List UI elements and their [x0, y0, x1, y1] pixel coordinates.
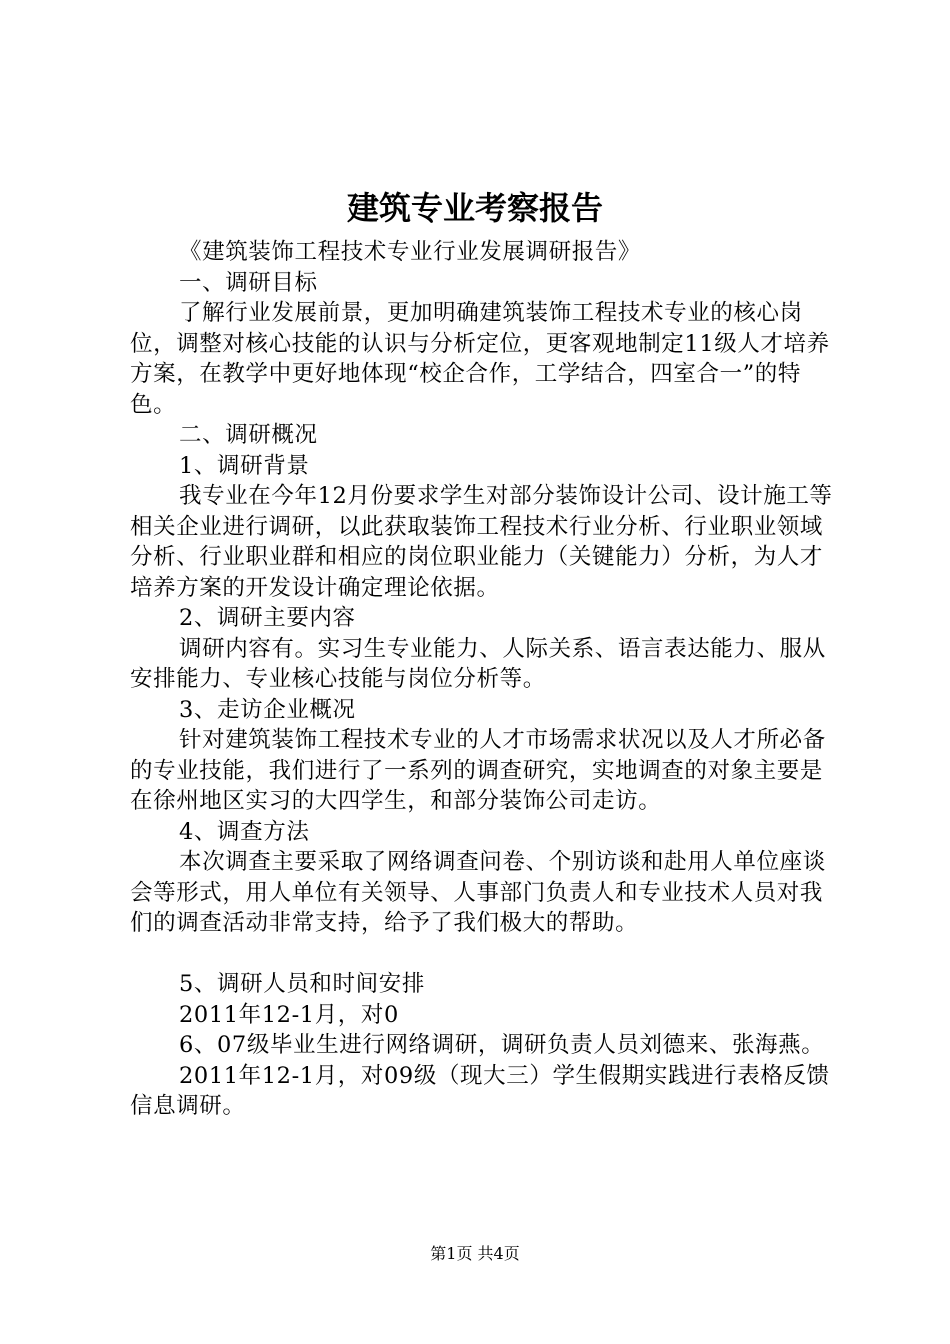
page-footer: 第1页 共4页 — [430, 1244, 520, 1263]
document-body — [130, 237, 845, 1122]
subheading-visits: 3、走访企业概况 — [179, 696, 356, 723]
paragraph-goal: 了解行业发展前景，更加明确建筑装饰工程技术专业的核心岗位，调整对核心技能的认识与分析定位，更客观地制定11级人才培养方案，在教学中更好地体现“校企合作，工学结合，四室合一”的特色。 — [130, 300, 830, 418]
paragraph-content: 调研内容有。实习生专业能力、人际关系、语言表达能力、服从安排能力、专业核心技能与岗位分析等。 — [130, 635, 826, 692]
section-heading-goal: 一、调研目标 — [179, 269, 318, 296]
paragraph-schedule-3: 2011年12-1月，对09级（现大三）学生假期实践进行表格反馈信息调研。 — [130, 1062, 830, 1119]
subheading-schedule: 5、调研人员和时间安排 — [179, 971, 425, 997]
paragraph-gap — [130, 939, 845, 970]
paragraph-visits: 针对建筑装饰工程技术专业的人才市场需求状况以及人才所必备的专业技能，我们进行了一系列的调查研究，实地调查的对象主要是在徐州地区实习的大四学生，和部分装饰公司走访。 — [130, 727, 826, 814]
document-title: 建筑专业考察报告 — [346, 189, 603, 227]
paragraph-background: 我专业在今年12月份要求学生对部分装饰设计公司、设计施工等相关企业进行调研，以此获取装饰工程技术行业分析、行业职业领域分析、行业职业群和相应的岗位职业能力（关键能力）分析，为人才培养方案的开发设计确定理论依据。 — [130, 483, 833, 601]
paragraph-schedule-2: 6、07级毕业生进行网络调研，调研负责人员刘德来、张海燕。 — [179, 1032, 825, 1058]
subheading-method: 4、调查方法 — [179, 818, 310, 845]
paragraph-method: 本次调查主要采取了网络调查问卷、个别访谈和赴用人单位座谈会等形式，用人单位有关领导、人事部门负责人和专业技术人员对我们的调查活动非常支持，给予了我们极大的帮助。 — [130, 849, 826, 936]
report-subtitle: 《建筑装饰工程技术专业行业发展调研报告》 — [179, 239, 642, 265]
subheading-background: 1、调研背景 — [179, 452, 310, 479]
section-heading-overview: 二、调研概况 — [179, 422, 318, 448]
paragraph-schedule-1: 2011年12-1月，对0 — [179, 1001, 399, 1028]
subheading-content: 2、调研主要内容 — [179, 605, 356, 631]
